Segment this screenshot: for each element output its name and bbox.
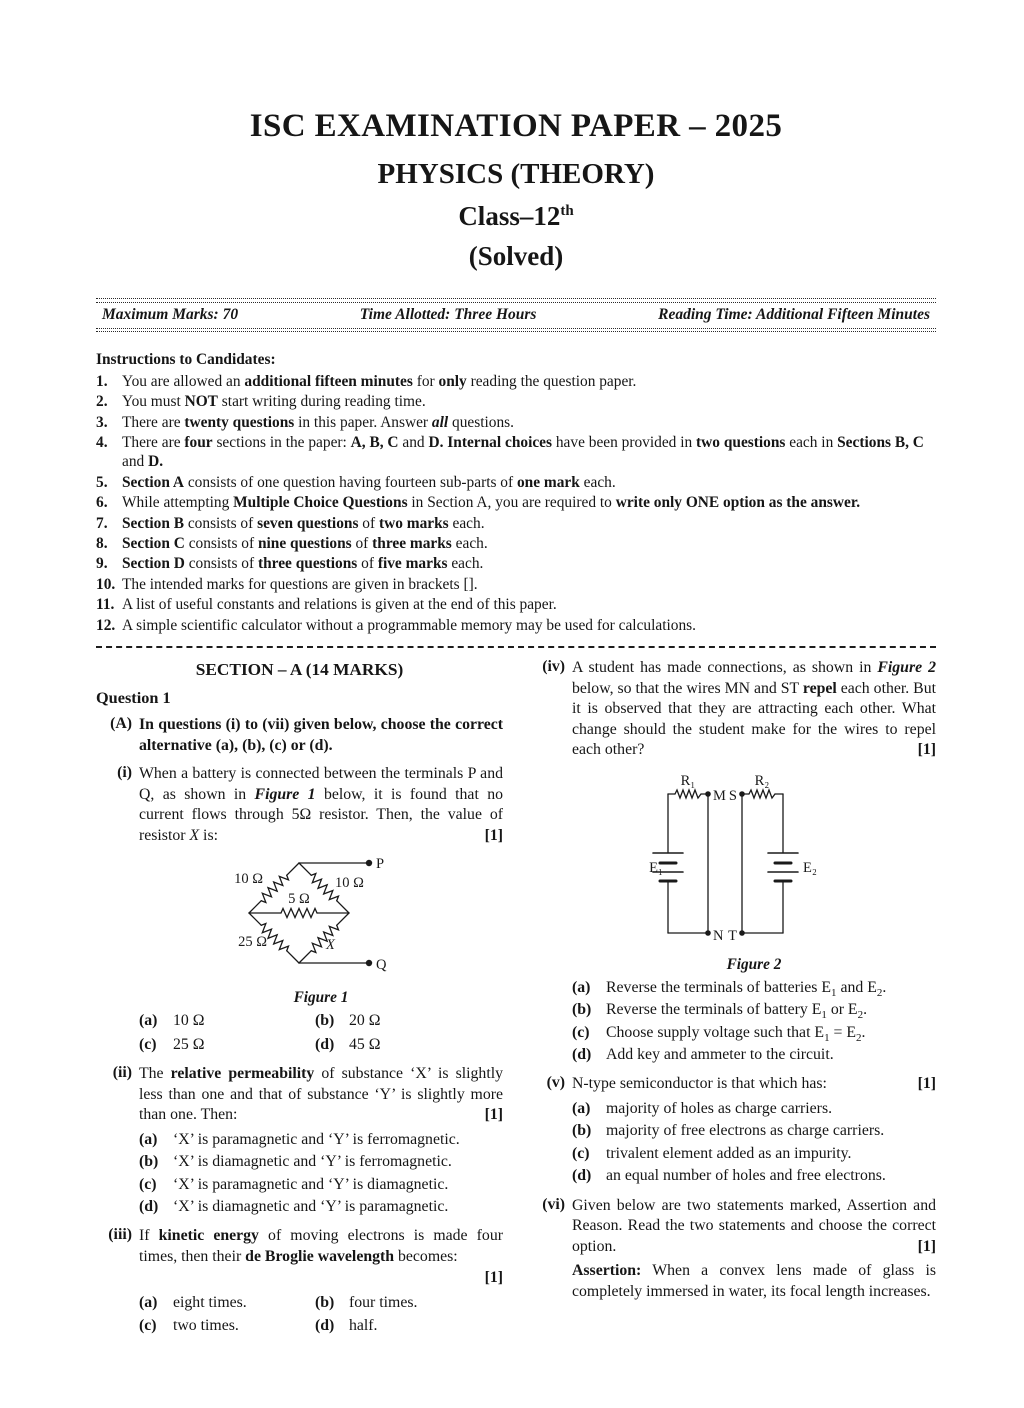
options-list: [139, 1129, 503, 1219]
resistor-label: 5 Ω: [287, 891, 310, 908]
instruction-number: 5.: [96, 473, 108, 491]
option-label: (d): [572, 1045, 592, 1063]
option-a: [572, 1098, 936, 1120]
terminal-dot-q: [365, 960, 371, 966]
instruction-number: 8.: [96, 535, 108, 553]
question-item-i: [96, 764, 503, 1056]
resistor-r1-zigzag: [675, 790, 701, 798]
option-label: (d): [315, 1035, 335, 1053]
option-c: [139, 1315, 315, 1337]
question-marker: (vi): [542, 1195, 565, 1213]
terminal-dot-p: [365, 860, 371, 866]
option-label: (b): [572, 1001, 592, 1019]
question-marker: (i): [117, 764, 132, 782]
max-marks: Maximum Marks: 70: [102, 306, 239, 324]
instruction-item: [96, 473, 936, 492]
instruction-text: A list of useful constants and relations is given at the end of this paper.: [122, 596, 557, 614]
instructions: [96, 350, 936, 635]
figure-1-diagram: [199, 853, 444, 981]
question-text: If kinetic energy of moving electrons is made four times, then their de Broglie wavelength becomes:: [139, 1227, 503, 1265]
resistor-label: 10 Ω: [233, 871, 263, 888]
instruction-text: Section A consists of one question having fourteen sub-parts of one mark each.: [122, 473, 616, 491]
question-body: [572, 658, 936, 1066]
meta-bar: [96, 298, 936, 332]
figure-1-caption: Figure 1: [293, 989, 349, 1007]
option-c: [572, 1022, 936, 1044]
option-text: ‘X’ is paramagnetic and ‘Y’ is diamagnetic.: [173, 1175, 449, 1193]
resistor-label: 10 Ω: [334, 875, 364, 892]
instruction-item: [96, 433, 936, 472]
option-d: [315, 1315, 503, 1337]
paper-header: [96, 108, 936, 272]
option-label: (c): [139, 1317, 157, 1335]
resistor-zigzag: [281, 909, 317, 918]
option-c: [139, 1034, 315, 1056]
question-text: The relative permeability of substance ‘X’ is slightly less than one and that of substance ‘Y’ is slightly more than one. Then: [1]: [139, 1064, 503, 1126]
instruction-number: 12.: [96, 616, 116, 634]
question-text: Given below are two statements marked, Assertion and Reason. Read the two statements and choose the correct option. [1]: [572, 1196, 936, 1258]
resistor-r2-zigzag: [749, 790, 775, 798]
circuit-labels: [649, 773, 817, 944]
wheatstone-bridge-labels: [234, 856, 387, 973]
question-item-v: [529, 1074, 936, 1187]
paper-solved-tag: (Solved): [468, 241, 564, 272]
option-label: (d): [572, 1167, 592, 1185]
option-label: (c): [572, 1023, 590, 1041]
instruction-number: 11.: [96, 596, 115, 614]
option-label: (a): [139, 1012, 158, 1030]
option-b: [315, 1292, 503, 1314]
option-text: Reverse the terminals of batteries $E_1$ and $E_2$.: [606, 978, 887, 999]
option-d: [315, 1034, 503, 1056]
option-text: 25 Ω: [173, 1035, 205, 1053]
reading-time: Reading Time: Additional Fifteen Minutes: [658, 306, 930, 324]
option-d: [139, 1196, 503, 1218]
instruction-text: You must NOT start writing during reading time.: [122, 393, 426, 411]
wire-label-s: S: [728, 787, 737, 804]
marks-badge: [1]: [479, 1105, 503, 1126]
resistor-label-x: X: [325, 937, 335, 954]
resistor-label-r1: R₁: [680, 772, 695, 789]
question-item-iii: [96, 1226, 503, 1337]
option-label: (d): [315, 1317, 335, 1335]
option-text: Choose supply voltage such that $E_1 = E_2$.: [606, 1023, 866, 1044]
instruction-number: 1.: [96, 372, 108, 390]
resistor-zigzag: [308, 922, 340, 954]
option-b: [572, 1120, 936, 1142]
instruction-item: [96, 595, 936, 614]
option-text: two times.: [173, 1317, 239, 1335]
option-text: 20 Ω: [349, 1012, 381, 1030]
section-separator: [96, 646, 936, 648]
option-b: [315, 1010, 503, 1032]
option-a: [139, 1129, 503, 1151]
battery-label-e2: E₂: [802, 859, 817, 876]
question-text: A student has made connections, as shown in Figure 2 below, so that the wires MN and ST repel each other. But it is observed that they are attracting each other. What change should the student make for the wires to repel each other? [1]: [572, 658, 936, 761]
option-text: majority of holes as charge carriers.: [606, 1099, 833, 1117]
question-item-vi: [529, 1196, 936, 1303]
instruction-item: [96, 534, 936, 553]
option-c: [139, 1174, 503, 1196]
marks-badge: [1]: [912, 1237, 936, 1258]
question-marker: (iv): [542, 658, 565, 676]
option-a: [139, 1292, 315, 1314]
terminal-label-q: Q: [375, 957, 386, 974]
option-text: eight times.: [173, 1293, 247, 1311]
instruction-text: A simple scientific calculator without a programmable memory may be used for calculations.: [122, 616, 696, 634]
figure-2-caption: Figure 2: [726, 955, 782, 973]
option-label: (d): [139, 1197, 159, 1215]
figure-1: [139, 853, 503, 1007]
question-item-iv: [529, 658, 936, 1066]
junction-dot-m: [705, 791, 711, 797]
question-text: In questions (i) to (vii) given below, choose the correct alternative (a), (b), (c) or (d).: [139, 716, 503, 754]
junction-dot-t: [739, 930, 745, 936]
instruction-number: 7.: [96, 514, 108, 532]
question-item-ii: [96, 1064, 503, 1218]
resistor-label-r2: R₂: [754, 772, 769, 789]
question-marker: (iii): [108, 1226, 132, 1244]
question-marker: (A): [110, 715, 132, 733]
option-text: four times.: [349, 1293, 418, 1311]
option-a: [139, 1010, 315, 1032]
question-paragraph: Assertion: When a convex lens made of glass is completely immersed in water, its focal length increases.: [572, 1262, 936, 1300]
instruction-number: 6.: [96, 494, 108, 512]
instruction-number: 10.: [96, 575, 116, 593]
option-text: Reverse the terminals of battery $E_1$ or $E_2$.: [606, 1001, 868, 1022]
option-label: (c): [572, 1144, 590, 1162]
instruction-item: [96, 493, 936, 512]
instruction-number: 2.: [96, 393, 108, 411]
options-list: [572, 977, 936, 1067]
instruction-number: 9.: [96, 555, 108, 573]
instruction-item: [96, 616, 936, 635]
paper-class-superscript: th: [560, 203, 574, 220]
junction-dot-n: [705, 930, 711, 936]
option-label: (a): [139, 1130, 158, 1148]
question-text: N-type semiconductor is that which has: [1]: [572, 1074, 936, 1095]
option-label: (a): [572, 1099, 591, 1117]
resistor-label: 25 Ω: [237, 934, 267, 951]
option-text: trivalent element added as an impurity.: [606, 1144, 852, 1162]
question-body: [139, 1226, 503, 1337]
instruction-item: [96, 413, 936, 432]
terminal-label-p: P: [375, 856, 384, 873]
question-body: [139, 764, 503, 1056]
instruction-text: You are allowed an additional fifteen minutes for only reading the question paper.: [122, 372, 637, 390]
instruction-text: There are four sections in the paper: A, B, C and D. Internal choices have been provided in two questions each in Sections B, C and D.: [122, 434, 924, 471]
wire-label-n: N: [712, 927, 723, 944]
option-text: ‘X’ is diamagnetic and ‘Y’ is paramagnetic.: [173, 1197, 449, 1215]
instruction-text: The intended marks for questions are given in brackets [].: [122, 575, 478, 593]
option-label: (b): [572, 1122, 592, 1140]
instruction-text: Section D consists of three questions of five marks each.: [122, 555, 484, 573]
instruction-number: 4.: [96, 434, 108, 451]
instruction-text: Section B consists of seven questions of two marks each.: [122, 514, 485, 532]
figure-2-diagram: [637, 768, 872, 948]
question-body: [139, 715, 503, 756]
option-text: half.: [349, 1317, 378, 1335]
left-column: [96, 658, 503, 1346]
option-label: (b): [139, 1153, 159, 1171]
option-text: 45 Ω: [349, 1035, 381, 1053]
question-1-heading: Question 1: [96, 688, 171, 708]
option-d: [572, 1165, 936, 1187]
instructions-list: [96, 372, 936, 635]
option-a: [572, 977, 936, 999]
instruction-text: There are twenty questions in this paper. Answer all questions.: [122, 413, 515, 431]
left-column-questions: [96, 715, 503, 1338]
instruction-item: [96, 554, 936, 573]
instruction-text: Section C consists of nine questions of three marks each.: [122, 535, 488, 553]
instruction-item: [96, 575, 936, 594]
question-body: [572, 1196, 936, 1303]
wire-label-m: M: [712, 787, 726, 804]
instruction-item: [96, 514, 936, 533]
option-label: (a): [572, 978, 591, 996]
question-text: When a battery is connected between the terminals P and Q, as shown in Figure 1 below, it is found that no current flows through 5Ω resistor. Then, the value of resistor X is: [1]: [139, 764, 503, 846]
option-label: (a): [139, 1293, 158, 1311]
option-label: (c): [139, 1175, 157, 1193]
question-marker: (ii): [112, 1064, 132, 1082]
option-label: (b): [315, 1293, 335, 1311]
question-body: [572, 1074, 936, 1187]
options-grid: [139, 1292, 503, 1338]
option-c: [572, 1143, 936, 1165]
instruction-item: [96, 372, 936, 391]
circuit-wires: [653, 787, 798, 933]
marks-badge: [1]: [479, 826, 503, 847]
option-text: majority of free electrons as charge carriers.: [606, 1122, 885, 1140]
option-label: (c): [139, 1035, 157, 1053]
option-b: [139, 1151, 503, 1173]
figure-2: [572, 768, 936, 974]
option-text: ‘X’ is diamagnetic and ‘Y’ is ferromagnetic.: [173, 1153, 452, 1171]
option-text: 10 Ω: [173, 1012, 205, 1030]
marks-badge: [1]: [912, 740, 936, 761]
instruction-item: [96, 392, 936, 411]
time-allotted: Time Allotted: Three Hours: [359, 306, 537, 324]
junction-dot-s: [739, 791, 745, 797]
options-grid: [139, 1010, 503, 1056]
option-label: (b): [315, 1012, 335, 1030]
wire-label-t: T: [727, 927, 737, 944]
right-column: [529, 658, 936, 1346]
instruction-number: 3.: [96, 413, 108, 431]
option-d: [572, 1044, 936, 1066]
option-text: an equal number of holes and free electrons.: [606, 1167, 886, 1185]
marks-badge: [1]: [912, 1074, 936, 1095]
options-list: [572, 1098, 936, 1188]
instruction-text: While attempting Multiple Choice Questions in Section A, you are required to write only ONE option as the answer.: [122, 494, 861, 512]
instructions-heading: Instructions to Candidates:: [96, 351, 276, 369]
question-columns: [96, 658, 936, 1346]
right-column-questions: [529, 658, 936, 1302]
option-text: ‘X’ is paramagnetic and ‘Y’ is ferromagnetic.: [173, 1130, 460, 1148]
question-item-A: [96, 715, 503, 756]
question-body: [139, 1064, 503, 1218]
section-a-title: SECTION – A (14 MARKS): [195, 660, 404, 680]
marks-badge: [1]: [484, 1269, 503, 1287]
battery-label-e1: E₁: [648, 859, 663, 876]
paper-class-text: Class–12: [458, 201, 561, 232]
option-text: Add key and ammeter to the circuit.: [606, 1045, 834, 1063]
paper-title: ISC EXAMINATION PAPER – 2025: [249, 108, 783, 144]
paper-subject: PHYSICS (THEORY): [377, 157, 655, 190]
paper-class: [96, 201, 936, 232]
option-b: [572, 999, 936, 1021]
question-marker: (v): [546, 1074, 565, 1092]
